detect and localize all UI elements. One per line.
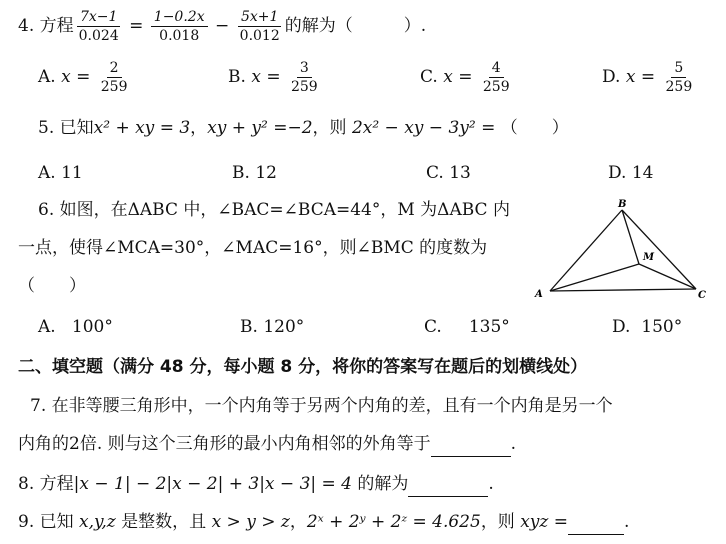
q4-minus: −: [215, 16, 230, 36]
q4-fraction-3: $\frac{5x+1}{0.012}$: [239, 9, 280, 44]
q8-equation: |x − 1| − 2|x − 2| + 3|x − 3| = 4: [73, 474, 352, 494]
q9-inequality: x > y > z: [211, 512, 290, 532]
q6-line-2: 一点，使得∠MCA=30°，∠MAC=16°，则∠BMC 的度数为: [18, 238, 488, 258]
q4-option-d[interactable]: D. x = $\frac{5}{259}$: [602, 60, 693, 95]
q9-number: 9.: [18, 512, 35, 532]
q5-expr-2: xy + y² =−2: [207, 118, 313, 138]
q5-expr-1: x² + xy = 3: [93, 118, 191, 138]
q5-option-c[interactable]: C. 13: [426, 163, 471, 183]
q5-stem: 5. 已知x² + xy = 3，xy + y² =−2，则 2x² − xy − 3y² = （ ）: [38, 118, 569, 138]
q5-option-a[interactable]: A. 11: [38, 163, 83, 183]
label-a: A: [535, 289, 543, 300]
q8-number: 8.: [18, 474, 35, 494]
q8-line: 8. 方程|x − 1| − 2|x − 2| + 3|x − 3| = 4 的解为 .: [18, 472, 494, 497]
q5-number: 5.: [38, 118, 55, 138]
q7-answer-blank[interactable]: [431, 432, 511, 457]
q4-fraction-1: $\frac{7x-1}{0.024}$: [78, 9, 119, 44]
q4-number: 4.: [18, 16, 35, 36]
edge-bc: [622, 210, 696, 289]
q6-option-b[interactable]: B. 120°: [240, 317, 305, 337]
q4-option-c[interactable]: C. x = $\frac{4}{259}$: [420, 60, 510, 95]
q4-option-b[interactable]: B. x = $\frac{3}{259}$: [228, 60, 318, 95]
q4-tail: 的解为（ ）.: [284, 16, 427, 36]
q4-equals: =: [129, 16, 144, 36]
q8-answer-blank[interactable]: [408, 472, 488, 497]
q9-line: 9. 已知 x,y,z 是整数，且 x > y > z，2ˣ + 2ʸ + 2ᶻ = 4.625，则 xyz = .: [18, 510, 629, 535]
q7-line-1: 7. 在非等腰三角形中，一个内角等于另两个内角的差，且有一个内角是另一个: [30, 396, 613, 416]
q6-line-1: 6. 如图，在ΔABC 中，∠BAC=∠BCA=44°，M 为ΔABC 内: [38, 200, 510, 220]
q5-option-b[interactable]: B. 12: [232, 163, 277, 183]
segment-am: [550, 264, 639, 291]
segment-bm: [622, 210, 639, 264]
q9-equation: 2ˣ + 2ʸ + 2ᶻ = 4.625: [306, 512, 481, 532]
q6-option-d[interactable]: D. 150°: [612, 317, 683, 337]
q9-answer-blank[interactable]: [568, 510, 624, 535]
q6-triangle-figure: [530, 196, 710, 306]
edge-ac: [550, 289, 696, 291]
q6-option-c[interactable]: C. 135°: [424, 317, 510, 337]
q4-stem: [18, 8, 426, 45]
label-b: B: [618, 199, 627, 210]
q6-option-a[interactable]: A. 100°: [38, 317, 113, 337]
label-c: C: [698, 290, 706, 301]
label-m: M: [643, 252, 655, 263]
segment-cm: [639, 264, 696, 289]
q5-option-d[interactable]: D. 14: [608, 163, 654, 183]
q4-option-a[interactable]: A. x = $\frac{2}{259}$: [38, 60, 128, 95]
q5-expr-3: 2x² − xy − 3y² =: [351, 118, 496, 138]
q7-line-2: 内角的2倍. 则与这个三角形的最小内角相邻的外角等于 .: [18, 432, 516, 457]
section-2-heading: 二、填空题（满分 48 分，每小题 8 分，将你的答案写在题后的划横线处）: [18, 357, 588, 377]
q4-stem-text: 方程: [39, 16, 74, 36]
edge-ab: [550, 210, 622, 291]
q4-fraction-2: $\frac{1-0.2x}{0.018}$: [151, 8, 208, 45]
q6-line-3: （ ）: [18, 276, 86, 296]
